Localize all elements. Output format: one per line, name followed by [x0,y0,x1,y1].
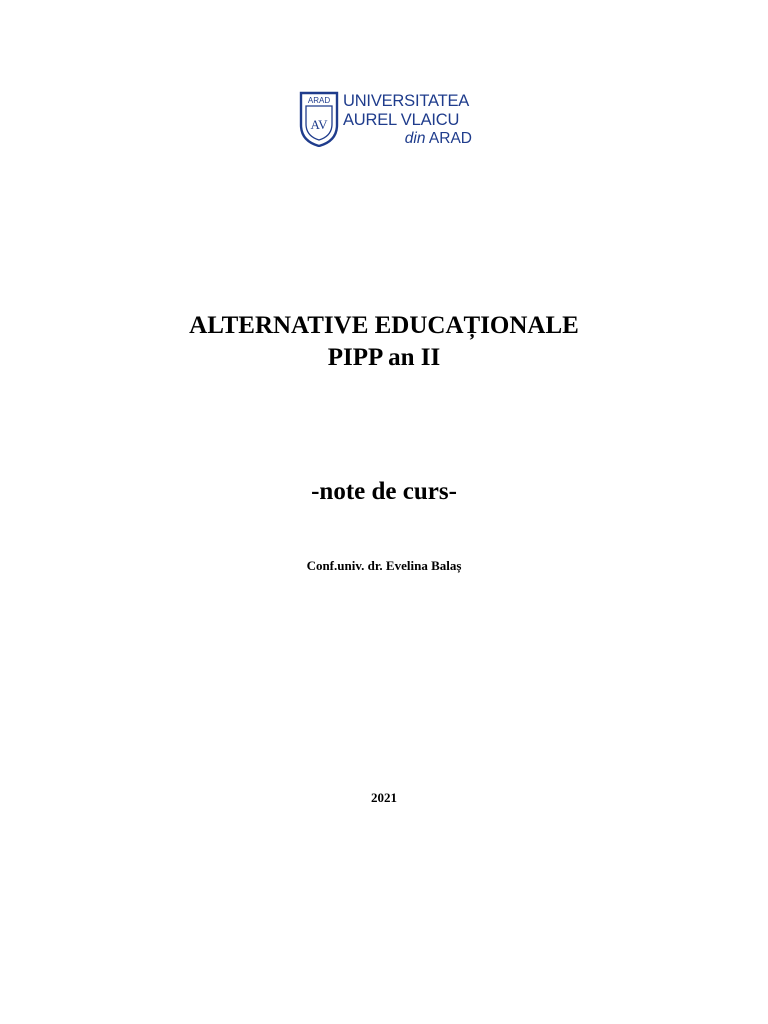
document-author: Conf.univ. dr. Evelina Balaș [306,558,462,573]
document-year: 2021 [371,790,397,805]
university-name-line2: AUREL VLAICU [343,111,460,129]
university-name-line3 [405,131,472,147]
document-title-line1: ALTERNATIVE EDUCAȚIONALE [189,312,579,339]
university-logo [299,91,474,149]
document-title-line2: PIPP an II [327,344,441,371]
university-crest-icon [299,91,339,147]
university-name-line1: UNIVERSITATEA [343,92,470,110]
document-subtitle: -note de curs- [311,478,457,505]
crest-top-text: ARAD [307,96,331,105]
university-name-din: din [404,130,426,147]
crest-letters: AV [310,117,328,132]
university-name-city: ARAD [428,130,472,147]
